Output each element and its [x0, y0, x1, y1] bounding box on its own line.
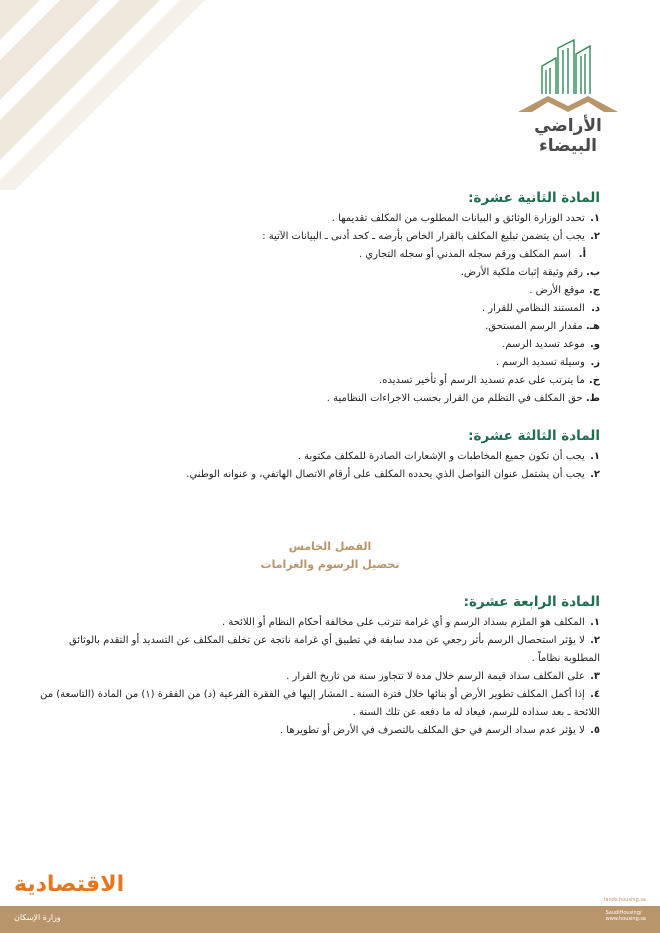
- newspaper-logo: الاقتصادية: [14, 872, 125, 897]
- sub-list-item: د. المستند النظامي للقرار .: [481, 303, 600, 314]
- list-item: ١. المكلف هو الملزم بسداد الرسم و أي غرامة تترتب على مخالفة أحكام النظام أو اللائحة .: [221, 617, 600, 628]
- chapter-number: الفصل الخامس: [288, 540, 372, 553]
- sub-list-item: و. موعد تسديد الرسم.: [502, 339, 600, 350]
- article-12-heading: المادة الثانية عشرة:: [468, 190, 600, 206]
- article-14-heading: المادة الرابعة عشرة:: [463, 594, 600, 610]
- article-14-block: [40, 594, 600, 740]
- article-13-heading: المادة الثالثة عشرة:: [468, 428, 600, 444]
- sub-list-item: ز. وسيلة تسديد الرسم .: [495, 357, 600, 368]
- buildings-icon: [512, 36, 624, 116]
- list-item: ٣. على المكلف سداد قيمة الرسم خلال مدة لا تتجاوز سنة من تاريخ القرار .: [286, 671, 600, 682]
- sub-list-item: ج. موقع الأرض .: [529, 285, 600, 296]
- list-item: ٢. يجب أن يشتمل عنوان التواصل الذي يحدده المكلف على أرقام الاتصال الهاتفي، و عنوانه الوطني.: [186, 469, 600, 480]
- sub-list-item: هـ. مقدار الرسم المستحق.: [485, 321, 600, 332]
- list-item: ٢. لا يؤثر استحصال الرسم بأثر رجعي عن مدد سابقة في تطبيق أي غرامة ناتجة عن تخلف المكلف عن التسديد أو التقدم بالوثائق المطلوبة نظاماً .: [68, 635, 600, 664]
- sub-list-item: ط. حق المكلف في التظلم من القرار بحسب الاجراءات النظامية .: [326, 393, 600, 404]
- footer-social: SaudiHousing/: [605, 910, 642, 916]
- logo-title: الأراضي البيضاء: [534, 116, 602, 156]
- corner-pattern: [0, 0, 210, 190]
- list-item: ١. تحدد الوزارة الوثائق و البيانات المطلوب من المكلف تقديمها .: [331, 213, 600, 224]
- list-item: ١. يجب أن تكون جميع المخاطبات و الإشعارات الصادرة للمكلف مكتوبة .: [297, 451, 600, 462]
- footer-url-top: lands.housing.sa: [604, 897, 646, 903]
- list-item: ٥. لا يؤثر عدم سداد الرسم في حق المكلف بالتصرف في الأرض أو تطويرها .: [279, 725, 600, 736]
- list-item: ٢. يجب أن يتضمن تبليغ المكلف بالقرار الخاص بأرضه ـ كحد أدنى ـ البيانات الآتية :: [262, 231, 600, 242]
- sub-list-item: ب. رقم وثيقة إثبات ملكية الأرض.: [460, 267, 600, 278]
- ministry-logo: وزارة الإسكان: [14, 913, 61, 922]
- logo: [512, 36, 624, 156]
- footer-bar: [0, 906, 660, 933]
- chapter-title: تحصيل الرسوم والغرامات: [260, 558, 400, 571]
- list-item: ٤. إذا أكمل المكلف تطوير الأرض أو بنائها خلال فترة السنة ـ المشار إليها في الفقرة الفرعية (د) من الفقرة (١) من المادة (التاسعة) من اللائحة ـ بعد سداده للرسم، فيعاد له ما دفعه عن تلك السنة .: [40, 689, 600, 718]
- footer-contact: [606, 910, 646, 922]
- footer-url: www.housing.sa: [605, 916, 646, 922]
- sub-list-item: ح. ما يترتب على عدم تسديد الرسم أو تأخير تسديده.: [379, 375, 600, 386]
- sub-list-item: أ. اسم المكلف ورقم سجله المدني أو سجله التجاري .: [358, 249, 586, 260]
- articles-block: [40, 190, 600, 484]
